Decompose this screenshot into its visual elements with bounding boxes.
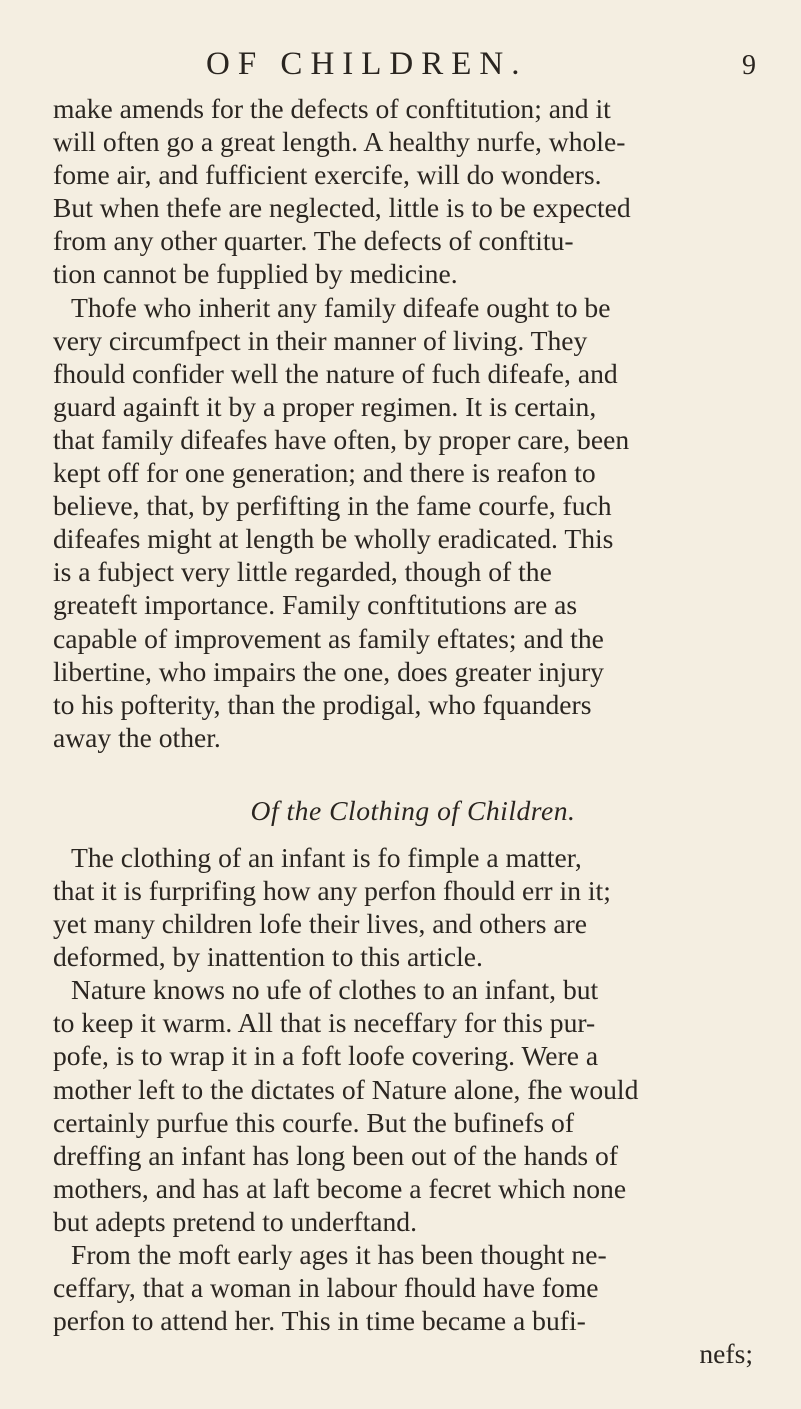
paragraph-3 — [53, 841, 773, 973]
text-line: but adepts pretend to underftand. — [53, 1205, 417, 1237]
text-line: away the other. — [53, 721, 221, 753]
text-line: tion cannot be fupplied by medicine. — [53, 258, 458, 290]
running-title: OF CHILDREN. — [206, 46, 528, 82]
text-line: that family difeafes have often, by proper care, been — [53, 423, 630, 455]
section-heading: Of the Clothing of Children. — [250, 794, 576, 826]
text-line: greateft importance. Family conftitutions are as — [53, 589, 578, 621]
text-line: pofe, is to wrap it in a foft loofe covering. Were a — [53, 1040, 599, 1072]
text-line: mothers, and has at laft become a fecret which none — [53, 1172, 627, 1204]
text-line: perfon to attend her. This in time became a bufi- — [53, 1305, 586, 1337]
text-line: very circumfpect in their manner of living. They — [53, 324, 588, 356]
text-line: make amends for the defects of conftitution; and it — [53, 93, 611, 124]
text-line: Nature knows no ufe of clothes to an infant, but — [71, 974, 599, 1006]
paragraph-4 — [53, 973, 773, 1238]
text-line: difeafes might at length be wholly eradicated. This — [53, 523, 614, 555]
text-line: yet many children lofe their lives, and others are — [53, 908, 588, 940]
text-line: will often go a great length. A healthy nurfe, whole- — [53, 126, 626, 158]
text-line: to his pofterity, than the prodigal, who fquanders — [53, 688, 592, 720]
catchword: nefs; — [699, 1338, 753, 1370]
text-line: that it is furprifing how any perfon fhould err in it; — [53, 874, 611, 906]
text-line: believe, that, by perfifting in the fame courfe, fuch — [53, 490, 612, 522]
text-line: Thofe who inherit any family difeafe ought to be — [71, 291, 611, 323]
text-line: ceffary, that a woman in labour fhould have fome — [53, 1272, 599, 1304]
text-line: The clothing of an infant is fo fimple a matter, — [71, 841, 582, 873]
body-text — [53, 92, 773, 1370]
text-line: from any other quarter. The defects of conftitu- — [53, 225, 574, 257]
paragraph-2 — [53, 291, 773, 754]
text-line: fhould confider well the nature of fuch difeafe, and — [53, 357, 618, 389]
text-line: But when thefe are neglected, little is to be expected — [53, 192, 631, 224]
running-head — [56, 46, 756, 90]
text-line: mother left to the dictates of Nature alone, fhe would — [53, 1073, 639, 1105]
paragraph-1 — [53, 92, 773, 291]
text-line: From the moft early ages it has been thought ne- — [71, 1239, 607, 1270]
text-line: libertine, who impairs the one, does greater injury — [53, 655, 604, 687]
text-line: deformed, by inattention to this article. — [53, 941, 483, 973]
text-line: guard againft it by a proper regimen. It is certain, — [53, 390, 597, 422]
text-line: capable of improvement as family eftates; and the — [53, 622, 604, 654]
page-number: 9 — [742, 50, 756, 81]
text-line: to keep it warm. All that is neceffary for this pur- — [53, 1007, 596, 1039]
paragraph-5 — [53, 1238, 773, 1337]
text-line: kept off for one generation; and there is reafon to — [53, 457, 596, 489]
text-line: is a fubject very little regarded, though of the — [53, 556, 552, 588]
text-line: certainly purfue this courfe. But the bufinefs of — [53, 1106, 575, 1138]
text-line: dreffing an infant has long been out of the hands of — [53, 1139, 619, 1171]
text-line: fome air, and fufficient exercife, will do wonders. — [53, 159, 602, 191]
